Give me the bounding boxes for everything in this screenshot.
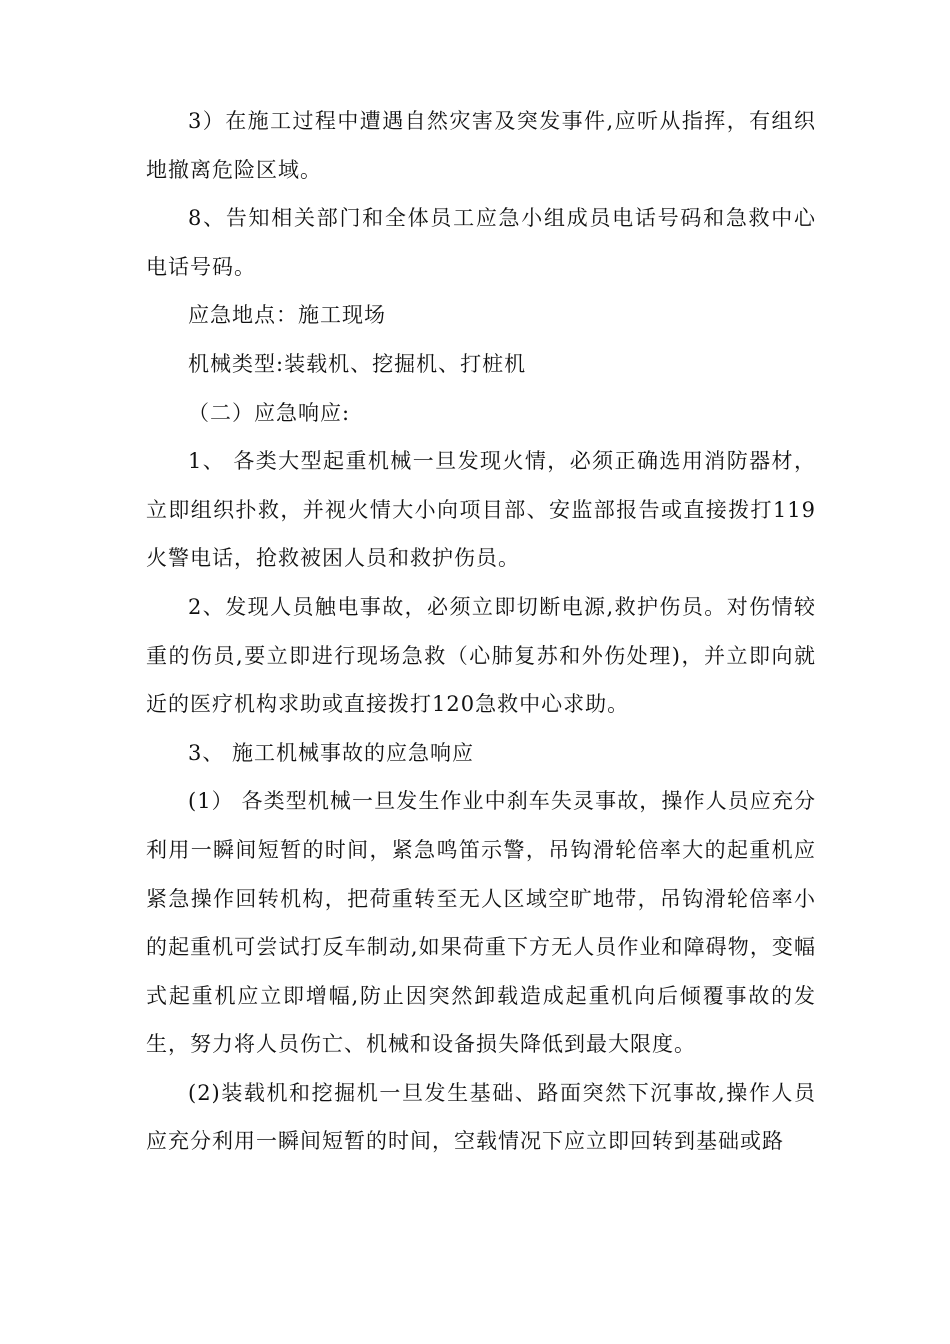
paragraph-location: 应急地点：施工现场: [188, 303, 386, 328]
paragraph-phone-numbers: 8、告知相关部门和全体员工应急小组成员电话号码和急救中心电话号码。: [146, 206, 816, 279]
document-body: [146, 97, 816, 1166]
paragraph-machine-types: 机械类型:装载机、挖掘机、打桩机: [188, 351, 527, 376]
paragraph-ground-subsidence: (2)装载机和挖掘机一旦发生基础、路面突然下沉事故,操作人员应充分利用一瞬间短暂的时间，空载情况下应立即回转到基础或路: [146, 1080, 816, 1154]
paragraph-machinery-accident: 3、 施工机械事故的应急响应: [188, 740, 475, 765]
paragraph-fire: 1、 各类大型起重机械一旦发现火情，必须正确选用消防器材，立即组织扑救，并视火情大小向项目部、安监部报告或直接拨打119火警电话，抢救被困人员和救护伤员。: [146, 449, 816, 571]
paragraph-evacuation: 3）在施工过程中遭遇自然灾害及突发事件,应听从指挥，有组织地撤离危险区域。: [146, 109, 816, 182]
paragraph-brake-failure: (1） 各类型机械一旦发生作业中刹车失灵事故，操作人员应充分利用一瞬间短暂的时间，紧急鸣笛示警，吊钩滑轮倍率大的起重机应紧急操作回转机构，把荷重转至无人区域空旷地带，吊钩滑轮倍率小的起重机可尝试打反车制动,如果荷重下方无人员作业和障碍物，变幅式起重机应立即增幅,防止因突然卸载造成起重机向后倾覆事故的发生，努力将人员伤亡、机械和设备损失降低到最大限度。: [146, 789, 816, 1057]
section-heading-response: （二）应急响应:: [188, 400, 351, 425]
paragraph-electric-shock: 2、发现人员触电事故，必须立即切断电源,救护伤员。对伤情较重的伤员,要立即进行现场急救（心肺复苏和外伤处理)，并立即向就近的医疗机构求助或直接拨打120急救中心求助。: [146, 594, 816, 717]
